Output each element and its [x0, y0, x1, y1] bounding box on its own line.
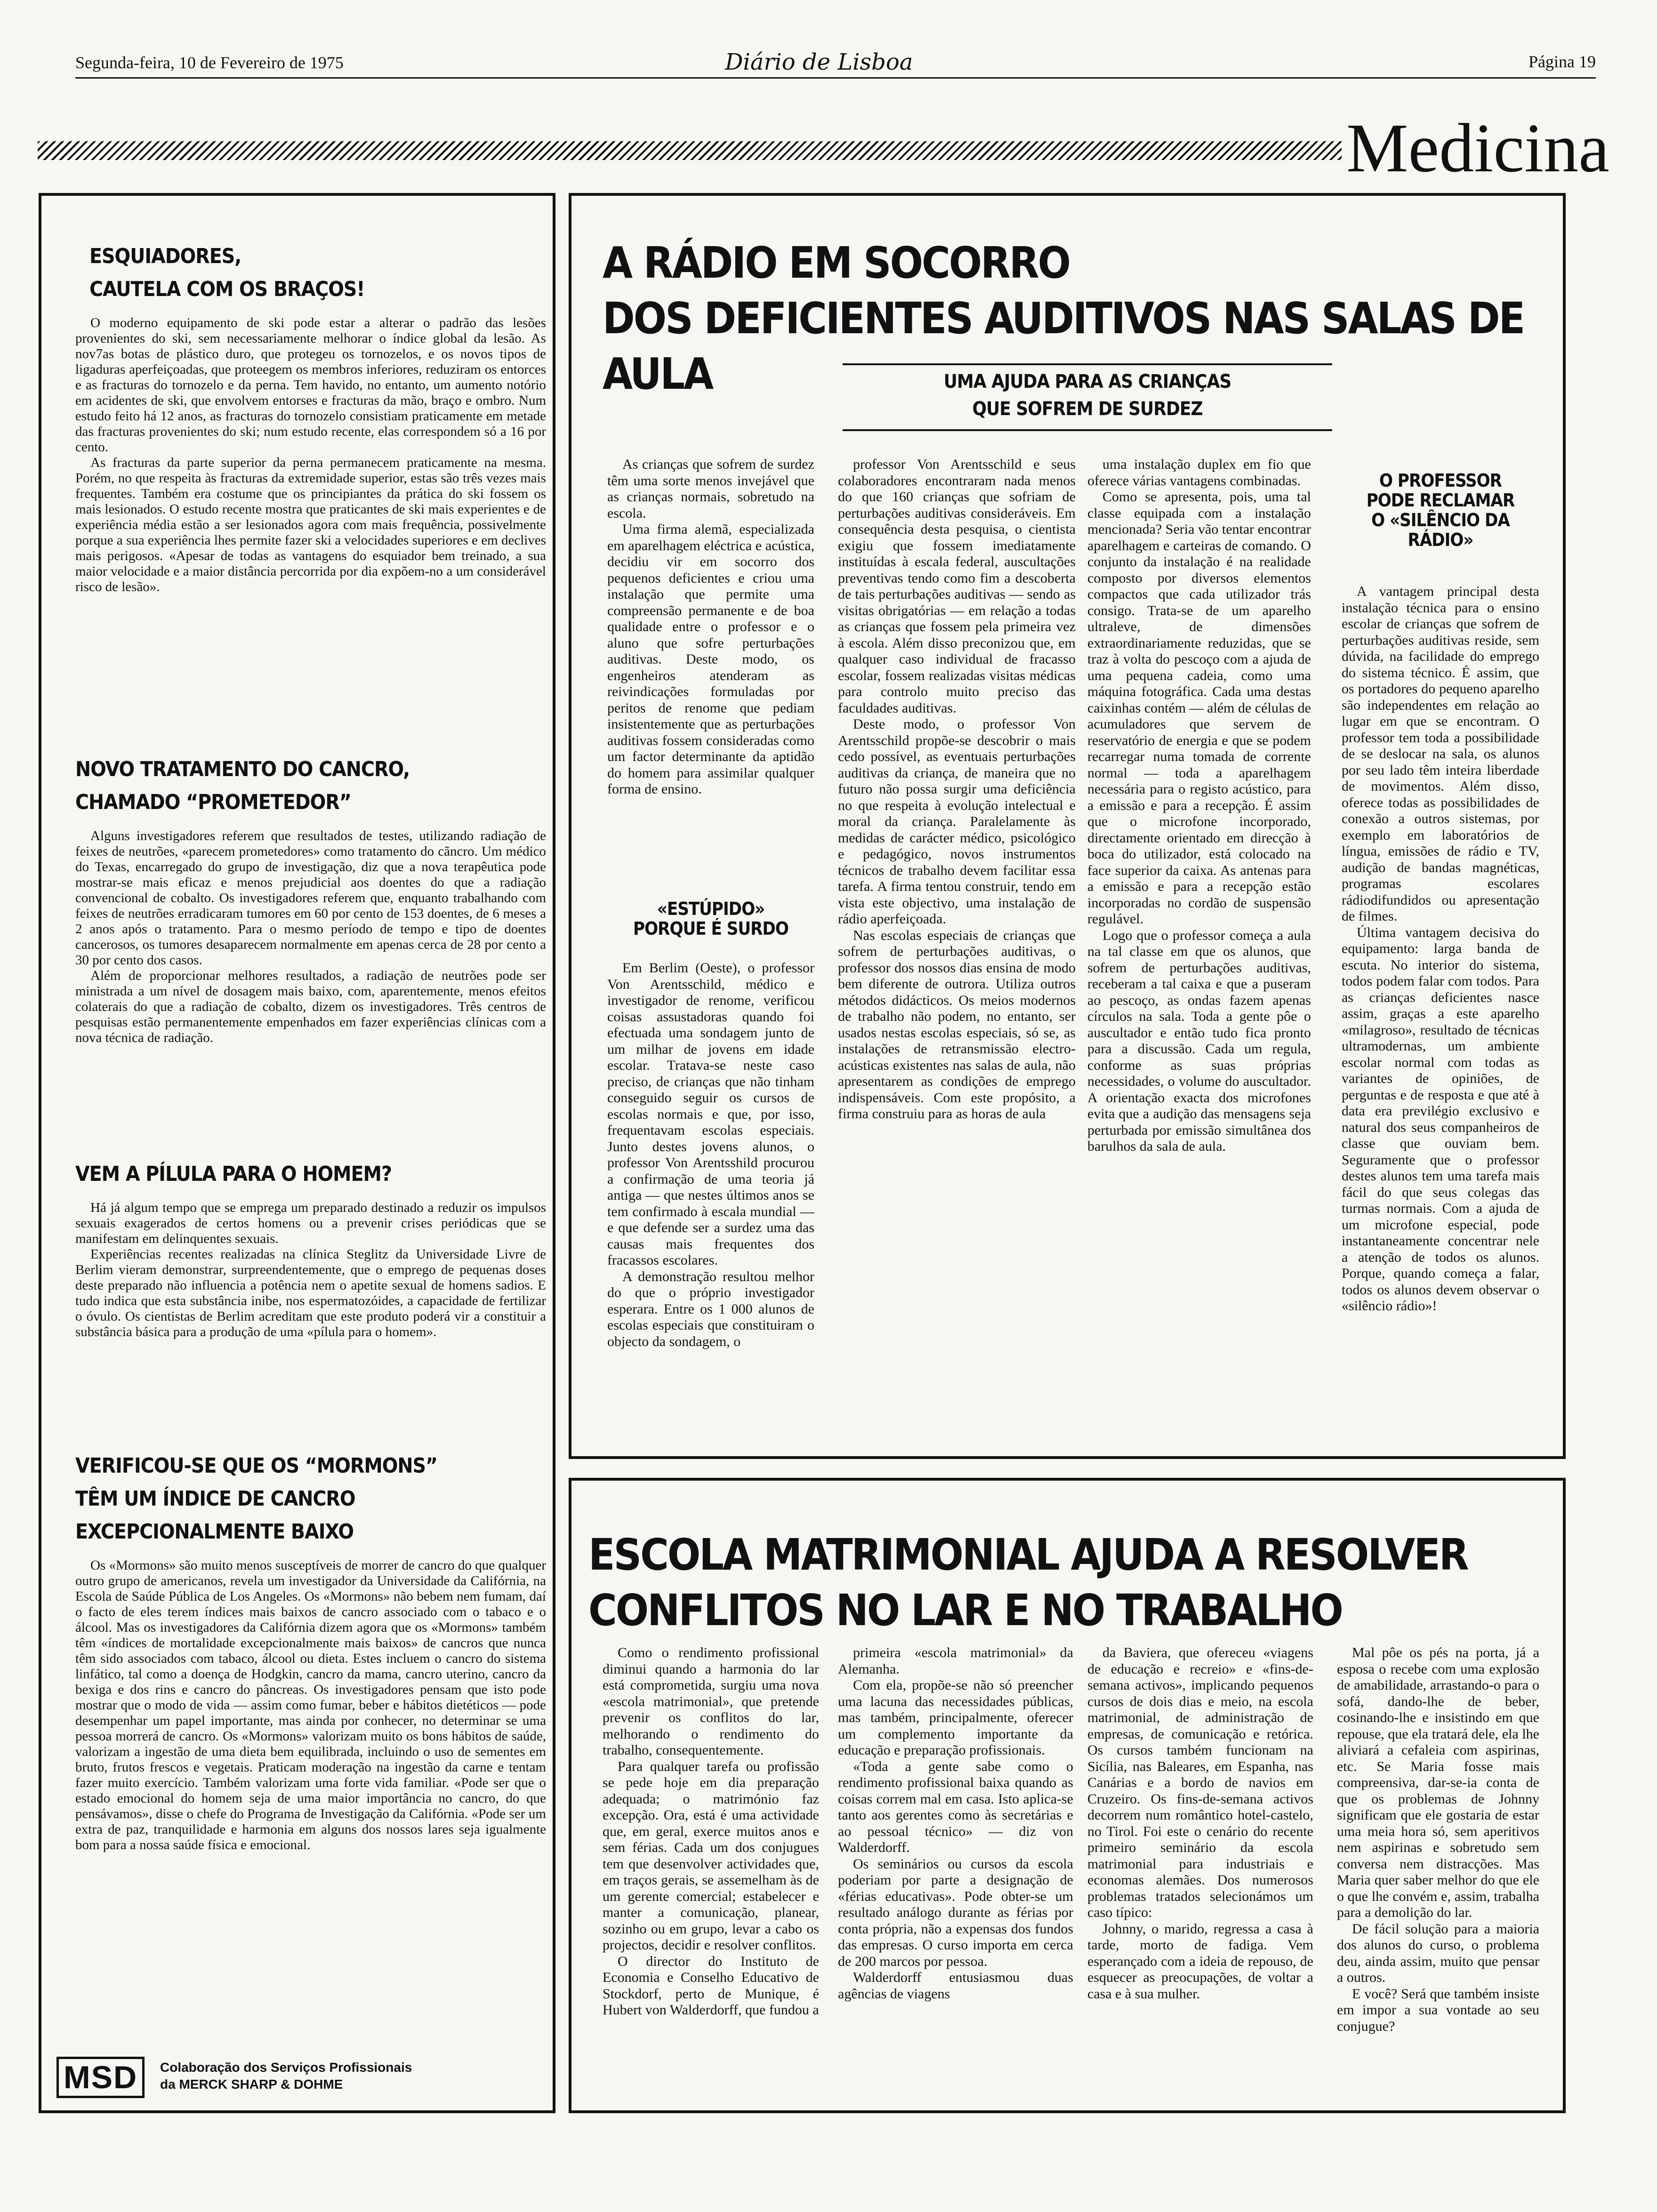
paragraph: Alguns investigadores referem que resultados de testes, utilizando radiação de feixes de neutrões, «parecem prometedores» como tratamento do cãncro. Um médico do Texas, encarregado do grupo de investigação, diz que a nova terapêutica pode mostrar-se mais eficaz e menos prejudicial aos doentes do que a radiação convencional de cobalto. Os investigadores referem que, enquanto trabalhando com feixes de neutrões erradicaram tumores em 60 por cento de 153 doentes, de 6 meses a 2 anos após o tratamento. Para o mesmo período de tempo e tipo de doentes cancerosos, os tumores desaparecem normalmente em apenas cerca de 28 por cento a 30 por cento dos casos.	[75, 828, 546, 968]
sponsor-line: Colaboração dos Serviços Profissionais	[160, 2060, 412, 2075]
paragraph: Os seminários ou cursos da escola poderiam por parte a designação de «férias educativas». Pode obter-se um resultado análogo durante as férias por conta própria, não a expensas dos fundos das empresas. O curso importa em cerca de 200 marcos por pessoa.	[838, 1856, 1073, 1969]
subhead-line: O «SILÊNCIO DA	[1371, 510, 1510, 530]
radio-subheadline	[843, 368, 1332, 423]
paragraph: A demonstração resultou melhor do que o próprio investigador esperara. Entre os 1 000 alunos de escolas especiais que constituiram o objecto da sondagem, o	[607, 1268, 814, 1349]
paragraph: Nas escolas especiais de crianças que sofrem de perturbações auditivas, o professor dos nossos dias ensina de modo bem diferente de outrora. Utiliza outros métodos didácticos. Os meios modernos de trabalho não podem, no entanto, ser usados nestas escolas especiais, só se, as instalações de retransmissão electro-acústicas existentes nas salas de aula, não apresentarem as condições de emprego indispensáveis. Com este propósito, a firma construiu para as horas de aula	[838, 927, 1076, 1122]
paragraph: uma instalação duplex em fio que oferece várias vantagens combinadas.	[1087, 457, 1311, 489]
paragraph: O director do Instituto de Economia e Conselho Educativo de Stockdorf, perto de Munique, é Hubert von Walderdorff, que fundou a	[603, 1953, 819, 2018]
paragraph: Como o rendimento profissional diminui quando a harmonia do lar está comprometida, surgiu uma nova «escola matrimonial», que pretende prevenir os conflitos do lar, melhorando o rendimento do trabalho, consequentemente.	[603, 1645, 819, 1758]
escola-col-2	[838, 1645, 1073, 2002]
paragraph: Walderdorff entusiasmou duas agências de viagens	[838, 1970, 1073, 2002]
subhead-line: PODE RECLAMAR	[1366, 490, 1515, 511]
paragraph: E você? Será que também insiste em impor a sua vontade ao seu conjugue?	[1337, 1986, 1539, 2034]
paragraph: Com ela, propõe-se não só preencher uma lacuna das necessidades públicas, mas também, principalmente, oferecer um complemento importante da educação e preparação profissionais.	[838, 1677, 1073, 1758]
subhead-line: PORQUE É SURDO	[633, 918, 788, 939]
radio-subheadline-line: UMA AJUDA PARA AS CRIANÇAS	[943, 371, 1231, 393]
paragraph: Logo que o professor começa a aula na tal classe em que os alunos, que sofrem de perturbações auditivas, receberam a tal caixa e que a puseram ao pescoço, as ondas fazem apenas círculos na sala. Toda a gente pôe o auscultador e então tudo fica pronto para a discussão. Cada um regula, conforme as suas próprias necessidades, o volume do auscultador. A orientação exacta dos microfones evita que a audição das mensagens seja perturbada por emissão simultânea dos barulhos da sala de aula.	[1087, 927, 1311, 1154]
paragraph: A vantagem principal desta instalação técnica para o ensino escolar de crianças que sofrem de perturbações auditivas reside, sem dúvida, na facilidade do emprego do sistema técnico. É assim, que os portadores do pequeno aparelho são independentes em relação ao lugar em que se encontram. O professor tem toda a possibilidade de se deslocar na sala, os alunos por seu lado têm inteira liberdade de movimentos. Além disso, oferece todas as possibilidades de conexão a outros sistemas, por exemplo em laboratórios de língua, emissões de rádio e TV, audição de bandas magnéticas, programas escolares rádiodifundidos ou apresentação de filmes.	[1342, 584, 1539, 924]
article-ski-title-line: ESQUIADORES,	[89, 244, 241, 268]
newspaper-name: Diário de Lisboa	[725, 49, 913, 75]
article-cancer-body	[75, 828, 546, 1046]
paragraph: O moderno equipamento de ski pode estar a alterar o padrão das lesões provenientes do ski, sem necessariamente melhorar o índice global da lesão. As nov7as botas de plástico duro, que protegeu os tornozelos, e os novos tipos de ligaduras aperfeiçoadas, que proteegem os membros inferiores, reduziram os entorces e as fracturas do tornozelo e da perna. Tem havido, no entanto, um aumento notório em acidentes de ski, que envolvem entorses e fracturas da mão, braço e ombro. Num estudo feito há 12 anos, as fracturas do tornozelo consistiam praticamente em metade das fracturas provenientes do ski; num estudo recente, elas correspondem só a 16 por cento.	[75, 315, 546, 455]
paragraph: De fácil solução para a maioria dos alunos do curso, o problema deu, ainda assim, muito que pensar a outros.	[1337, 1921, 1539, 1985]
paragraph: Mal pôe os pés na porta, já a esposa o recebe com uma explosão de amabilidade, arrastando-o para o sofá, dando-lhe de beber, cosinando-lhe e insistindo em que repouse, que ela tratará dele, ela lhe aliviará a cefaleia com aspirinas, etc. Se Maria fosse mais compreensiva, dar-se-ia conta de que os problemas de Johnny significam que ele gostaria de estar uma meia hora só, sem aperitivos nem aspirinas e sobretudo sem conversa nem distracções. Mas Maria quer saber melhor do que ele o que lhe convém e, assim, trabalha para a demolição do lar.	[1337, 1645, 1539, 1920]
article-ski-title-line: CAUTELA COM OS BRAÇOS!	[89, 277, 365, 301]
article-ski-title	[89, 240, 513, 306]
paragraph: Última vantagem decisiva do equipamento: larga banda de escuta. No interior do sistema, todos podem falar com todos. Para as crianças deficientes nasce assim, graças a este aparelho «milagroso», resultado de técnicas ultramodernas, um ambiente escolar normal com todas as variantes de opiniões, de perguntas e de resposta e que até à data era previlégio exclusivo e natural dos seus companheiros de classe que ouviam bem. Seguramente que o professor destes alunos tem uma tarefa mais fácil do que seus colegas das turmas normais. Com a ajuda de um microfone especial, pode instantaneamente concentrar nele a atenção de todos os alunos. Porque, quando começa a falar, todos os alunos devem observar o «silêncio rádio»!	[1342, 924, 1539, 1314]
paragraph: Como se apresenta, pois, uma tal classe equipada com a instalação mencionada? Seria vão tentar encontrar aparelhagem e carteiras de comando. O conjunto da instalação é na realidade composto por diversos elementos compactos que cada utilizador trás consigo. Trata-se de um aparelho ultraleve, de dimensões extraordinariamente reduzidas, que se traz à volta do pescoço com a ajuda de uma pequena cadeia, como uma máquina fotográfica. Cada uma destas caixinhas contém — além de células de acumuladores que servem de reservatório de energia e que se podem recarregar numa tomada de corrente normal — toda a aparelhagem necessária para o registo acústico, para a emissão e para a recepção. É assim que o microfone incorporado, directamente orientado em direcção à boca do utilizador, está colocado na face superior da caixa. As antenas para a emissão e para a recepção estão incorporadas no cordão de suspensão regulável.	[1087, 489, 1311, 927]
paragraph: As fracturas da parte superior da perna permanecem praticamente na mesma. Porém, no que respeita às fracturas da extremidade superior, estas são três vezes mais frequentes. Também era costume que os principiantes da prática do ski fossem os mais lesionados. O estudo recente mostra que praticantes de ski mais experientes e de experiência média estão a ser lesionados agora com mais frequência, possivelmente porque a sua experiência lhes permite fazer ski a velocidades superiores e em declives mais perigosos. «Apesar de todas as vantagens do esquiador bem treinado, a sua maior velocidade e a maior distância percorrida por dia expõem-no a um considerável risco de lesão».	[75, 455, 546, 594]
radio-col-1b	[607, 960, 814, 1350]
article-cancer-title-line: CHAMADO “PROMETEDOR”	[75, 790, 351, 814]
radio-col-2	[838, 457, 1076, 1122]
escola-col-4	[1337, 1645, 1539, 2035]
paragraph: Para qualquer tarefa ou profissão se pede hoje em dia preparação adequada; o matrimónio faz excepção. Ora, está é uma actividade que, em geral, exerce muitos anos e sem férias. Cada um dos conjugues tem que desenvolver actividades que, em traços gerais, se assemelham às de um gerente comercial; estabelecer e manter a comunicação, planear, sozinho ou em grupo, levar a cabo os projectos, decidir e resolver conflitos.	[603, 1758, 819, 1953]
paragraph: Uma firma alemã, especializada em aparelhagem eléctrica e acústica, decidiu vir em socorro dos pequenos deficientes e criou uma instalação que permite uma compreensão permanente e de boa qualidade entre o professor e o aluno que sofre perturbações auditivas. Deste modo, os engenheiros atenderam as reivindicações formuladas por peritos de renome que pediam insistentemente que as perturbações auditivas fossem consideradas como um factor determinante da aptidão do homem para assimilar qualquer forma de ensino.	[607, 521, 814, 797]
article-mormons-title-line: EXCEPCIONALMENTE BAIXO	[75, 1520, 354, 1544]
sponsor-line: da MERCK SHARP & DOHME	[160, 2077, 343, 2092]
escola-headline-line: ESCOLA MATRIMONIAL AJUDA A RESOLVER	[588, 1530, 1468, 1580]
subhead-rule-bottom	[843, 429, 1332, 431]
section-title: Medicina	[1346, 110, 1609, 187]
paragraph: Experiências recentes realizadas na clínica Steglitz da Universidade Livre de Berlim vieram demonstrar, surpreendentemente, que o emprego de pequenas doses deste preparado não influencia a potência nem o apetite sexual de homens sadios. E tudo indica que esta substância inibe, nos espermatozóides, a capacidade de fertilizar o óvulo. Os cientistas de Berlim acreditam que este produto poderá vir a constituir a substância básica para a produção de uma «pílula para o homem».	[75, 1247, 546, 1339]
article-pill-title	[75, 1158, 546, 1191]
article-mormons-title-line: TÊM UM ÍNDICE DE CANCRO	[75, 1487, 355, 1511]
subhead-rule-top	[843, 363, 1332, 365]
issue-date: Segunda-feira, 10 de Fevereiro de 1975	[75, 53, 344, 72]
paragraph: Os «Mormons» são muito menos susceptíveis de morrer de cancro do que qualquer outro grupo de americanos, revela um investigador da Universidade da Califórnia, na Escola de Saúde Pública de Los Angeles. Os «Mormons» não bebem nem fumam, daí o facto de eles terem índices mais baixos de cancro associado com o tabaco e o álcool. Mas os investigadores da Califórnia dizem agora que os «Mormons» também têm «índices de mortalidade excepcionalmente mais baixos» de cancros que nunca têm sido associados com tabaco, álcool ou dieta. Estes incluem o cancro do sistema linfático, tal como a doença de Hodgkin, cancro da mama, cancro uterino, cancro da bexiga e dos rins e cancro do pâncreas. Os investigadores pensam que isto pode mostrar que o modo de vida — assim como fumar, beber e hábitos dietéticos — pode desempenhar um papel importante, mas ainda por conhecer, no determinar se uma pessoa morrerá de cancro. Os «Mormons» valorizam muito os bons hábitos de saúde, valorizam a ingestão de uma dieta bem equilibrada, incluindo o uso de sementes em bruto, frutos frescos e vegetais. Praticam moderação na ingestão da carne e tentam fazer muito exercício. Também valorizam uma forte vida familiar. «Pode ser que o estado emocional do homem seja de uma maior importância no cancro, do que pensávamos», disse o chefe do Programa de Investigação da Califórnia. «Pode ser um extra de paz, tranquilidade e harmonia em alguns dos nossos lares seja igualmente bom para a nossa saúde física e emocional.	[75, 1558, 546, 1852]
paragraph: professor Von Arentsschild e seus colaboradores encontraram nada menos do que 160 crianças que sofriam de perturbações auditivas consideráveis. Em consequência desta pesquisa, o cientista exigiu que fossem imediatamente instituídas à escala federal, auscultações preventivas tendo como fim a descoberta de tais perturbações auditivas — sendo as visitas obrigatórias — em relação a todas as crianças que fossem pela primeira vez à escola. Além disso preconizou que, em qualquer caso individual de fracasso escolar, fossem realizadas visitas médicas para controlo muito preciso das faculdades auditivas.	[838, 457, 1076, 716]
radio-col-4-subhead	[1342, 471, 1539, 550]
paragraph: Deste modo, o professor Von Arentsschild propõe-se descobrir o mais cedo possível, as eventuais perturbações auditivas da criança, de maneira que no futuro não possa surgir uma deficiência no que respeita à evolução intelectual e moral da criança. Paralelamente às medidas de carácter médico, psicológico e pedagógico, novos instrumentos técnicos de trabalho devem facilitar essa tarefa. A firma tentou construir, tendo em vista este objectivo, uma instalação de rádio aperfeiçoada.	[838, 716, 1076, 927]
paragraph: Há já algum tempo que se emprega um preparado destinado a reduzir os impulsos sexuais exagerados de certos homens ou a prevenir crises periódicas que se manifestam em delinquentes sexuais.	[75, 1200, 546, 1246]
subhead-line: «ESTÚPIDO»	[657, 898, 765, 919]
article-mormons-title-line: VERIFICOU-SE QUE OS “MORMONS”	[75, 1454, 438, 1478]
article-ski-body	[75, 315, 546, 595]
msd-logo: MSD	[56, 2057, 145, 2098]
escola-col-1	[603, 1645, 819, 2019]
article-pill-title-line: VEM A PÍLULA PARA O HOMEM?	[75, 1162, 392, 1186]
escola-headline	[588, 1527, 1553, 1638]
radio-col-4	[1342, 584, 1539, 1314]
radio-col-1-subhead	[607, 899, 814, 938]
page-number: Página 19	[1528, 52, 1596, 71]
subhead-line: RÁDIO»	[1408, 529, 1473, 550]
radio-col-3	[1087, 457, 1311, 1155]
paragraph: Além de proporcionar melhores resultados, a radiação de neutrões pode ser ministrada a um nível de dosagem mais baixo, com, aparentemente, menos efeitos colaterais do que a radiação de cobalto, dizem os investigadores. Três centros de pesquisas estão permanentemente empenhados em fazer experiências clínicas com a nova técnica de radiação.	[75, 968, 546, 1045]
section-hatch-bar	[38, 141, 1342, 160]
paragraph: «Toda a gente sabe como o rendimento profissional baixa quando as coisas correm mal em casa. Isto aplica-se tanto aos gerentes como às secretárias e ao pessoal técnico» — diz von Walderdorff.	[838, 1758, 1073, 1855]
radio-headline-line: A RÁDIO EM SOCORRO	[603, 238, 1070, 288]
masthead-rule	[75, 77, 1596, 79]
article-pill-body	[75, 1200, 546, 1340]
radio-subheadline-line: QUE SOFREM DE SURDEZ	[972, 398, 1203, 420]
paragraph: da Baviera, que ofereceu «viagens de educação e recreio» e «fins-de-semana activos», implicando pequenos cursos de dois dias e meio, na escola matrimonial, de administração de empresas, de comunicação e retórica. Os cursos também funcionam na Sicília, nas Baleares, em Espanha, nas Canárias e a bordo de navios em Cruzeiro. Os fins-de-semana activos decorrem num romântico hotel-castelo, no Tirol. Foi este o cenário do recente primeiro seminário da escola matrimonial para industriais e economas alemães. Dos numerosos problemas tratados selecionámos um caso típico:	[1087, 1645, 1313, 1920]
escola-headline-line: CONFLITOS NO LAR E NO TRABALHO	[588, 1585, 1342, 1635]
article-cancer-title-line: NOVO TRATAMENTO DO CANCRO,	[75, 757, 410, 781]
article-cancer-title	[75, 753, 546, 819]
radio-col-1a	[607, 457, 814, 798]
paragraph: primeira «escola matrimonial» da Alemanha.	[838, 1645, 1073, 1677]
article-mormons-title	[75, 1450, 546, 1548]
paragraph: Em Berlim (Oeste), o professor Von Arentsschild, médico e investigador de renome, verificou coisas assustadoras quando foi efectuada uma sondagem junto de um milhar de jovens em idade escolar. Tratava-se neste caso preciso, de crianças que não tinham conseguido seguir os cursos de escolas normais e que, por isso, frequentavam escolas especiais. Junto destes jovens alunos, o professor Von Arentsshild procurou a confirmação de uma teoria já antiga — que nestes últimos anos se tem confirmado à escala mundial — e que defende ser a surdez uma das causas mais frequentes dos fracassos escolares.	[607, 960, 814, 1268]
radio-headline-line: DOS DEFICIENTES AUDITIVOS NAS SALAS DE AULA	[603, 293, 1524, 399]
article-mormons-body	[75, 1558, 546, 1853]
subhead-line: O PROFESSOR	[1379, 470, 1502, 491]
escola-col-3	[1087, 1645, 1313, 2002]
paragraph: As crianças que sofrem de surdez têm uma sorte menos invejável que as crianças normais, sobretudo na escola.	[607, 457, 814, 521]
paragraph: Johnny, o marido, regressa a casa à tarde, morto de fadiga. Vem esperançado com a ideia de repouso, de esquecer as preocupações, de voltar a casa e à sua mulher.	[1087, 1921, 1313, 2002]
